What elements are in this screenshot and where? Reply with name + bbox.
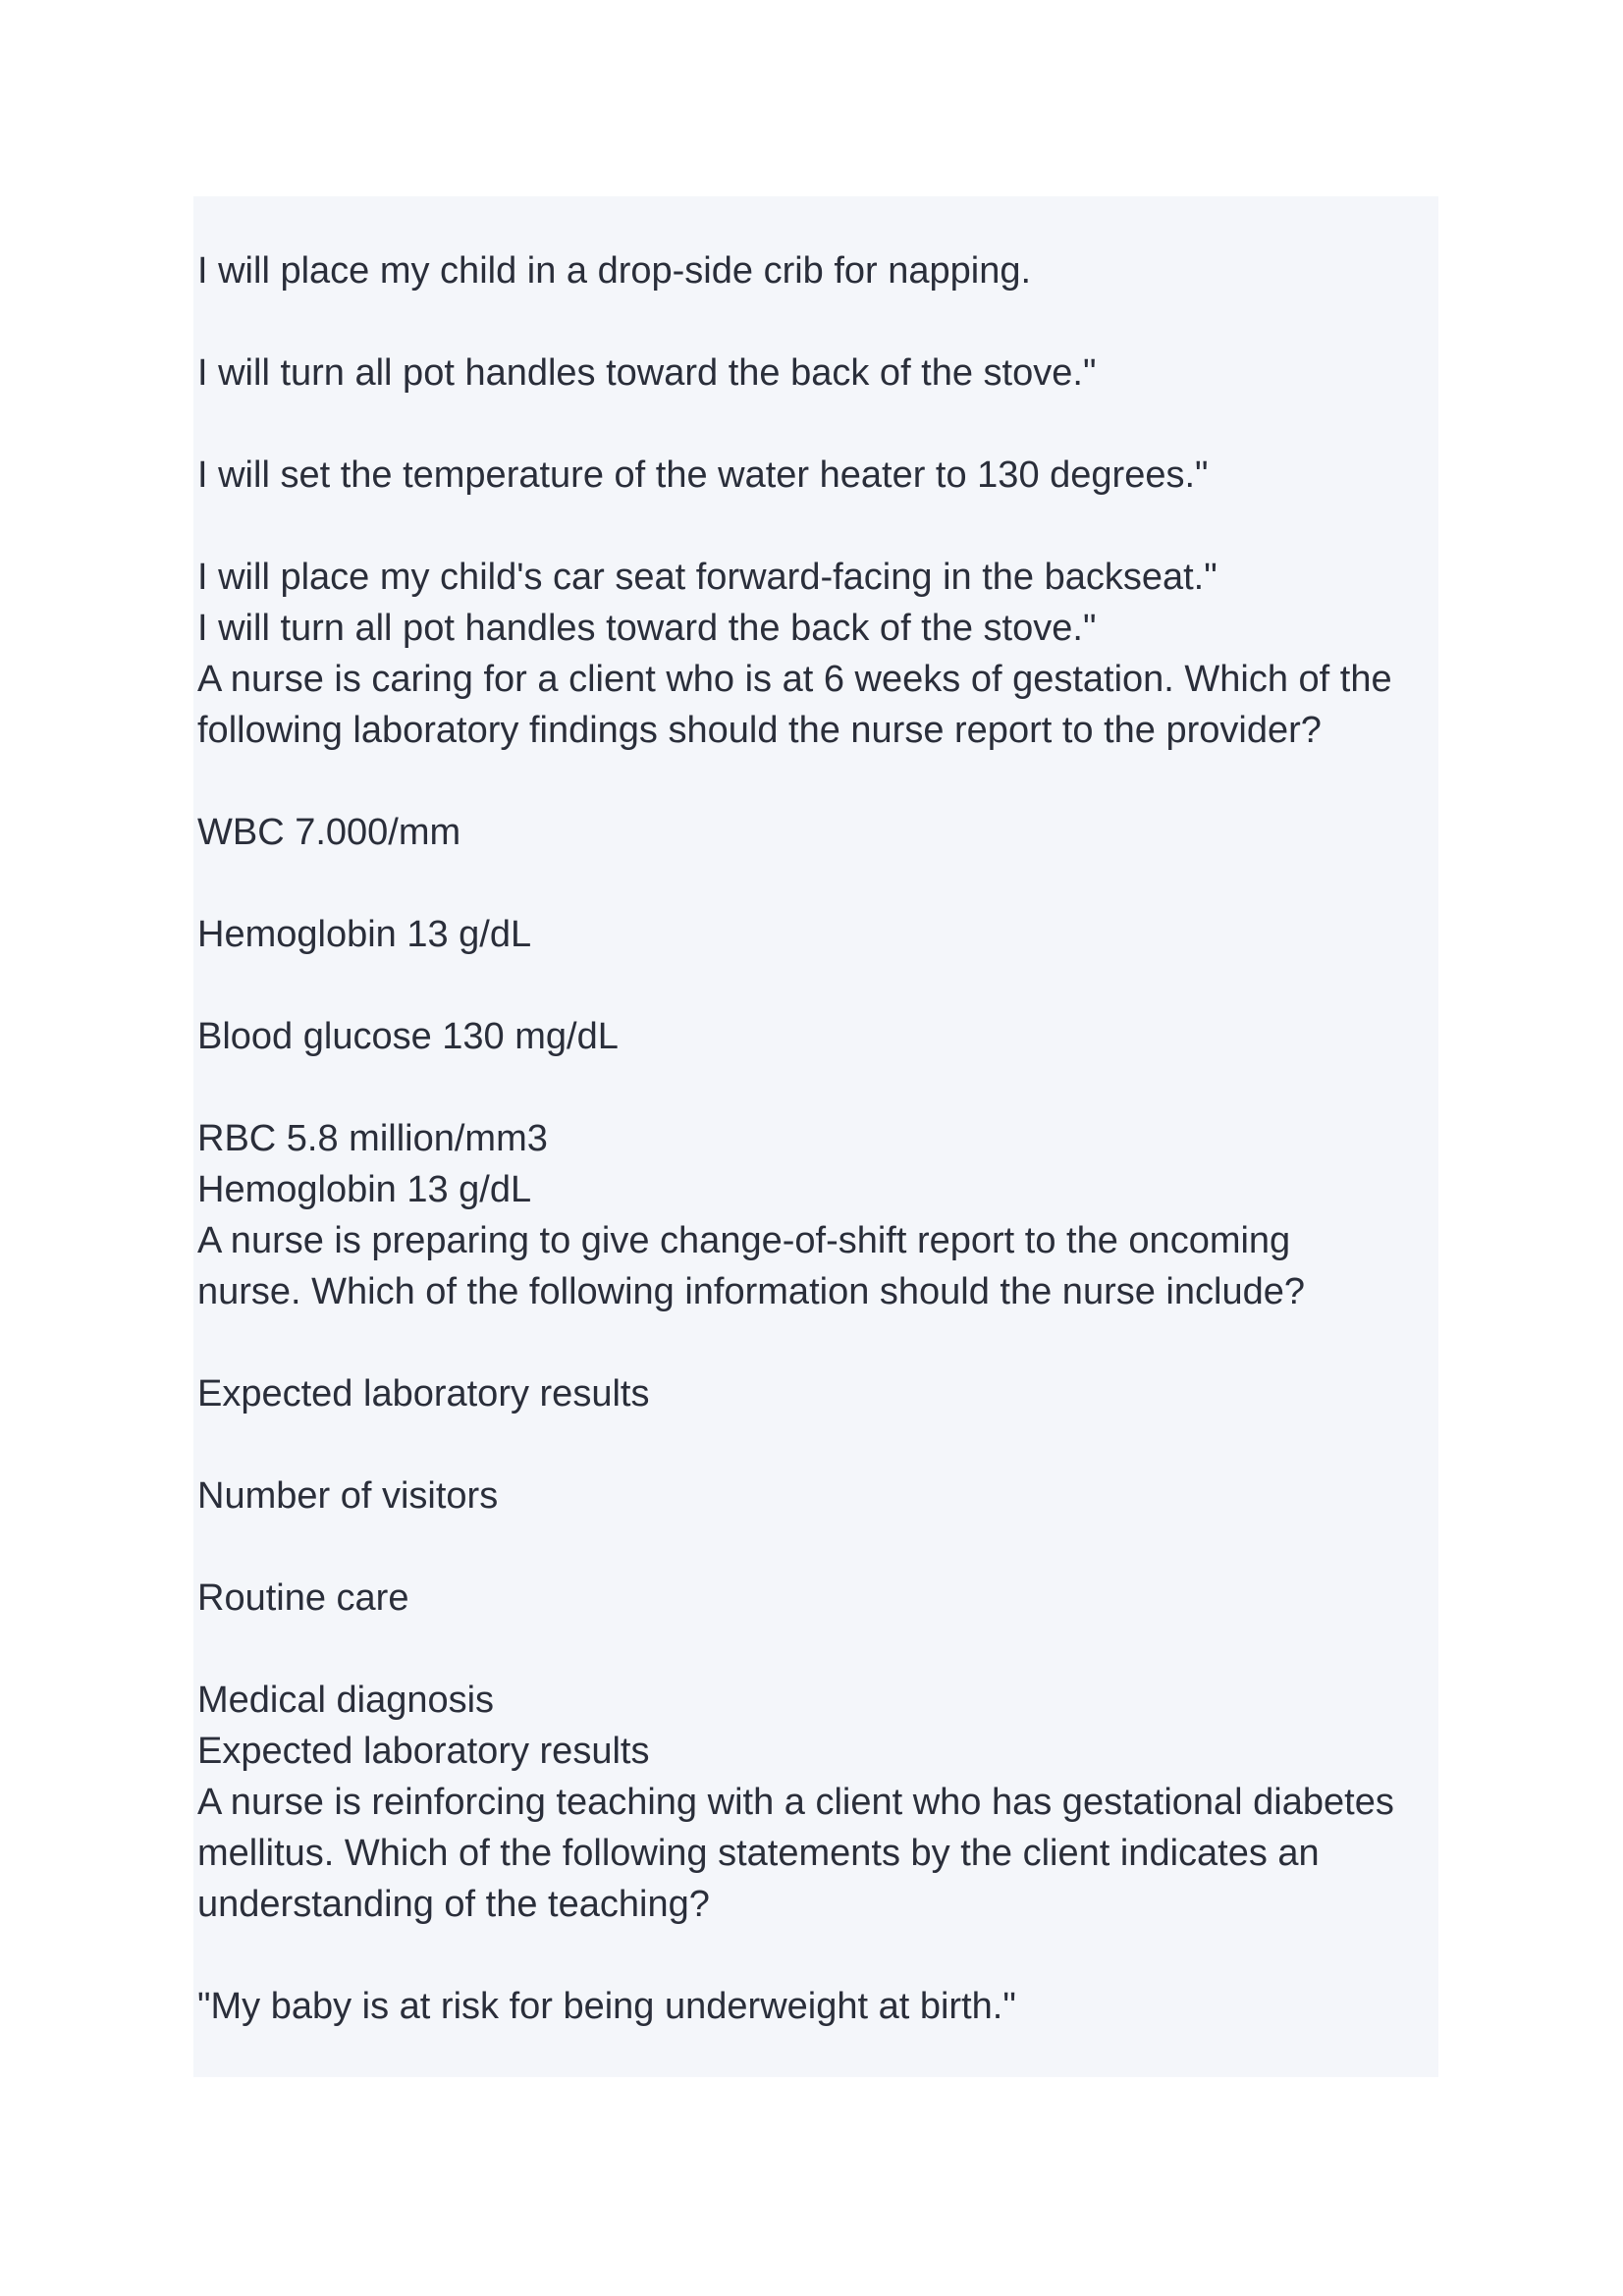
question-line: A nurse is preparing to give change-of-shift report to the oncoming [197,1220,1291,1261]
option-line: WBC 7.000/mm [197,812,461,853]
question-line: A nurse is caring for a client who is at 6 weeks of gestation. Which of the [197,659,1392,700]
question-line: mellitus. Which of the following statements by the client indicates an [197,1833,1320,1874]
option-line: Hemoglobin 13 g/dL [197,914,532,955]
question-line: A nurse is reinforcing teaching with a client who has gestational diabetes [197,1782,1394,1823]
document-panel [193,196,1438,2077]
option-line: RBC 5.8 million/mm3 [197,1118,548,1159]
option-line: Blood glucose 130 mg/dL [197,1016,619,1057]
answer-line: I will turn all pot handles toward the back of the stove." [197,608,1097,649]
option-line: Number of visitors [197,1475,499,1517]
document-content [197,245,1438,2032]
option-line: Medical diagnosis [197,1680,495,1721]
option-line: Expected laboratory results [197,1373,650,1415]
option-line: "My baby is at risk for being underweight at birth." [197,1986,1016,2027]
option-line: I will turn all pot handles toward the back of the stove." [197,352,1097,394]
option-line: I will place my child in a drop-side crib for napping. [197,250,1032,292]
option-line: I will place my child's car seat forward-facing in the backseat." [197,557,1217,598]
question-line: following laboratory findings should the nurse report to the provider? [197,710,1322,751]
answer-line: Expected laboratory results [197,1731,650,1772]
question-line: understanding of the teaching? [197,1884,710,1925]
question-line: nurse. Which of the following information should the nurse include? [197,1271,1305,1312]
option-line: I will set the temperature of the water heater to 130 degrees." [197,454,1209,496]
answer-line: Hemoglobin 13 g/dL [197,1169,532,1210]
option-line: Routine care [197,1577,409,1619]
